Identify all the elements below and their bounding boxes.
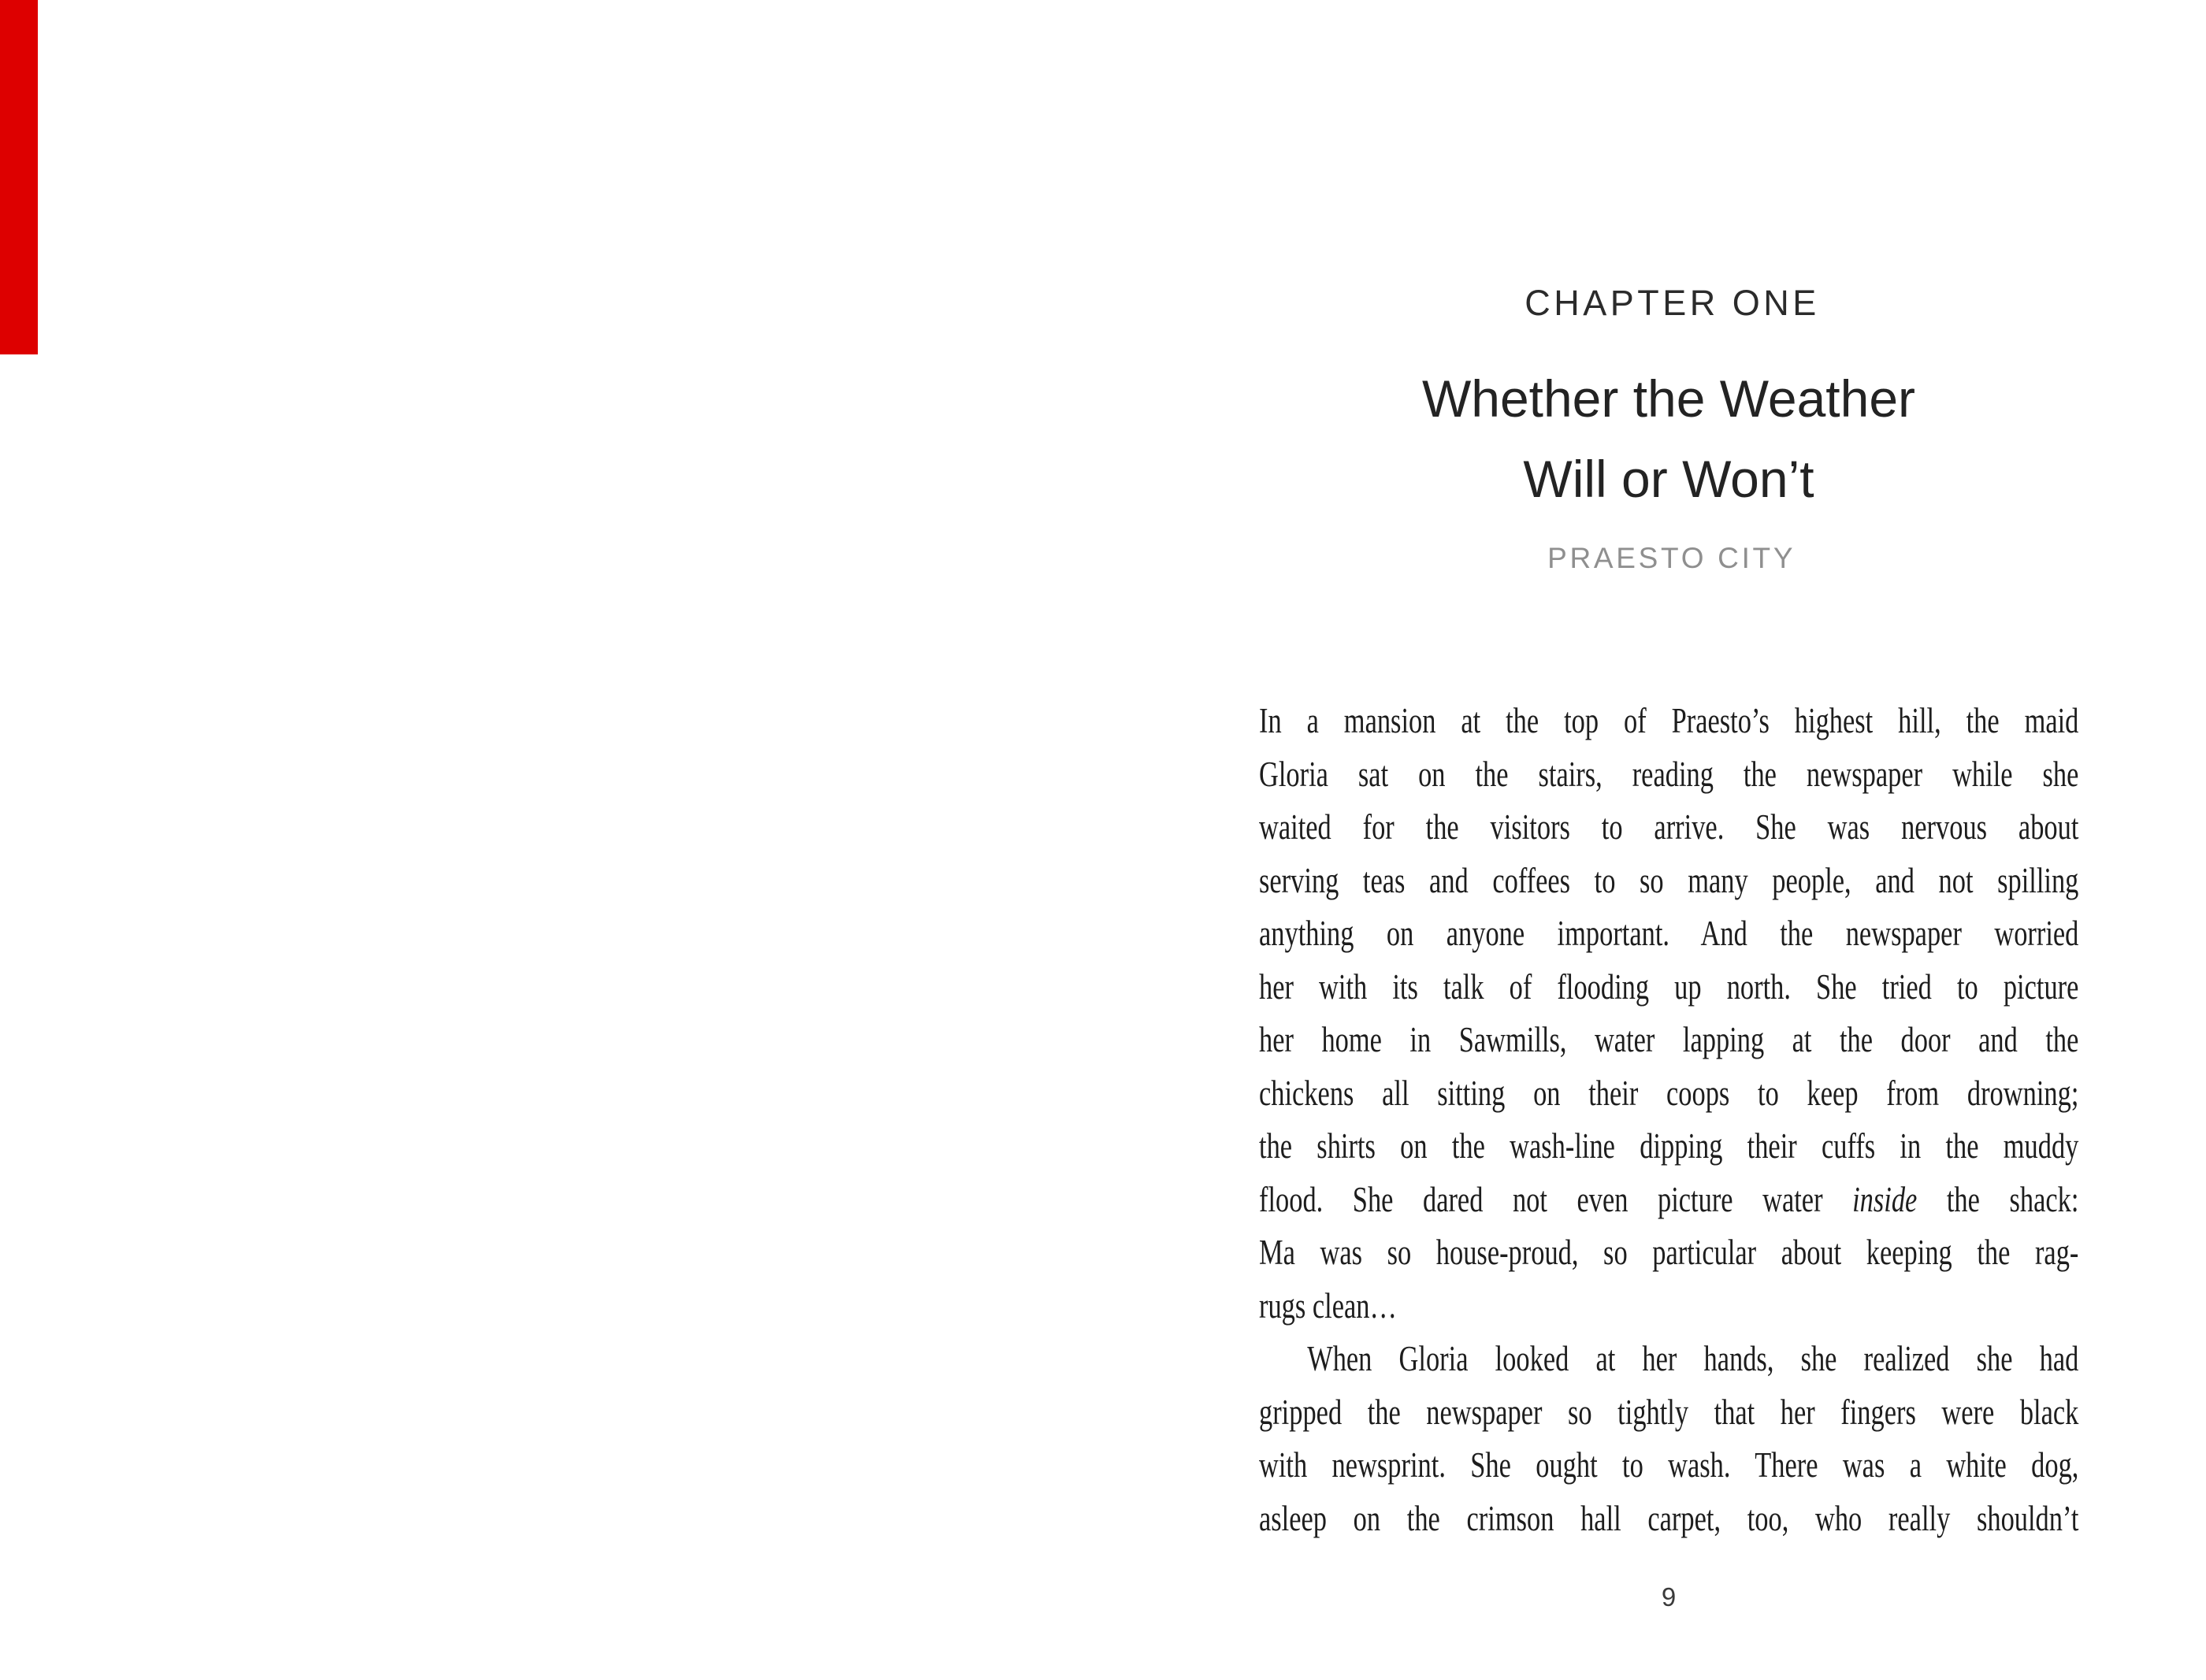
bookmark-ribbon [0, 0, 38, 354]
page-number: 9 [1661, 1582, 1677, 1611]
body-line: with newsprint. She ought to wash. There was a white dog, [1259, 1445, 2079, 1485]
chapter-title-line-2: Will or Won’t [1523, 450, 1814, 508]
chapter-title-line-1: Whether the Weather [1421, 369, 1916, 428]
body-text [1259, 695, 2078, 1545]
chapter-subtitle: PRAESTO CITY [1547, 542, 1796, 574]
body-line: the shirts on the wash-line dipping their cuffs in the muddy [1259, 1126, 2079, 1166]
body-line: gripped the newspaper so tightly that her fingers were black [1259, 1392, 2079, 1432]
body-line: rugs clean… [1259, 1285, 1397, 1326]
body-line [1259, 1174, 2078, 1227]
body-line: In a mansion at the top of Praesto’s highest hill, the maid [1259, 701, 2079, 740]
body-line: anything on anyone important. And the newspaper worried [1259, 914, 2079, 953]
body-line: serving teas and coffees to so many people, and not spilling [1259, 860, 2079, 900]
chapter-label: CHAPTER ONE [1525, 283, 1820, 323]
italic-word: inside [1852, 1179, 1918, 1219]
body-line: Gloria sat on the stairs, reading the newspaper while she [1259, 754, 2079, 794]
body-line: When Gloria looked at her hands, she realized she had [1307, 1339, 2079, 1378]
body-line: her home in Sawmills, water lapping at the door and the [1259, 1020, 2079, 1059]
body-line: chickens all sitting on their coops to keep from drowning; [1259, 1073, 2079, 1113]
body-line: asleep on the crimson hall carpet, too, who really shouldn’t [1259, 1498, 2079, 1538]
body-line-segment: the shack: [1917, 1179, 2079, 1219]
chapter-title [1259, 358, 2078, 519]
body-line: Ma was so house-proud, so particular about keeping the rag- [1259, 1233, 2079, 1272]
body-line-segment: flood. She dared not even picture water [1259, 1179, 1853, 1219]
body-line: her with its talk of flooding up north. She tried to picture [1259, 966, 2079, 1007]
body-line: waited for the visitors to arrive. She was nervous about [1259, 807, 2079, 847]
